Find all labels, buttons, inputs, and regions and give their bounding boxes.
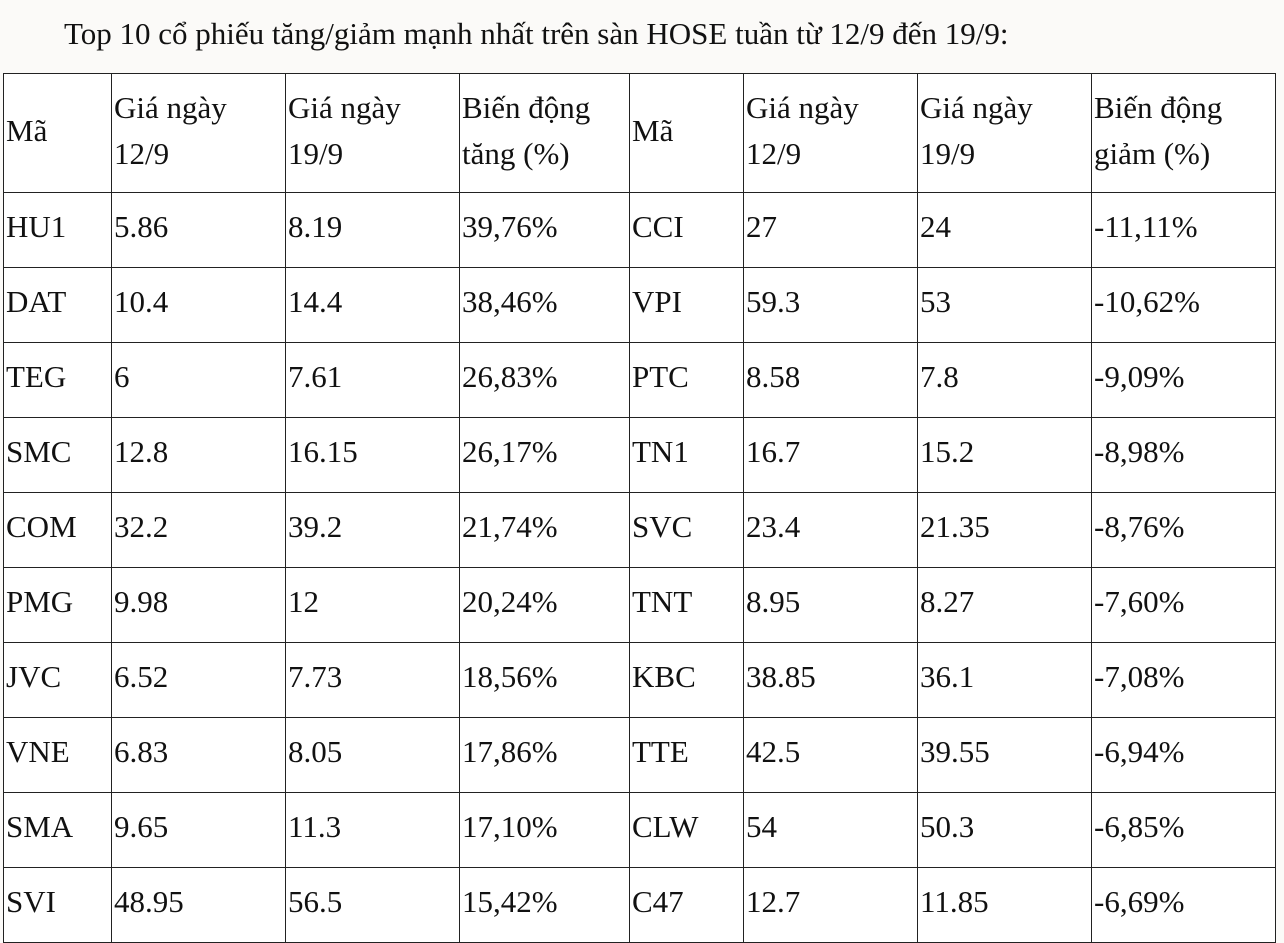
table-cell: 48.95 [112,868,286,943]
table-cell: 9.98 [112,568,286,643]
table-cell: 6.52 [112,643,286,718]
table-cell: 6 [112,343,286,418]
table-cell: 23.4 [744,493,918,568]
table-cell: 59.3 [744,268,918,343]
table-cell: 15,42% [460,868,630,943]
table-cell: 14.4 [286,268,460,343]
header-ma-up-label: Mã [6,113,48,148]
table-cell: 26,17% [460,418,630,493]
header-change-up [460,74,630,193]
header-price-19-9-down [918,74,1092,193]
table-cell: SVC [630,493,744,568]
table-cell: 32.2 [112,493,286,568]
table-cell: TN1 [630,418,744,493]
table-cell: 8.19 [286,193,460,268]
table-cell: CLW [630,793,744,868]
table-cell: 16.15 [286,418,460,493]
table-cell: 12 [286,568,460,643]
table-cell: 26,83% [460,343,630,418]
header-price-12-9-up [112,74,286,193]
table-cell: 16.7 [744,418,918,493]
table-cell: TNT [630,568,744,643]
table-cell: 12.7 [744,868,918,943]
table-cell: PTC [630,343,744,418]
header-change-up-label: Biến động tăng (%) [462,90,591,171]
table-row [4,493,1276,568]
table-cell: 27 [744,193,918,268]
table-row [4,193,1276,268]
table-cell: 50.3 [918,793,1092,868]
table-cell: -10,62% [1092,268,1276,343]
table-cell: 8.05 [286,718,460,793]
page-title: Top 10 cổ phiếu tăng/giảm mạnh nhất trên sàn HOSE tuần từ 12/9 đến 19/9: [64,16,1009,51]
table-cell: 21.35 [918,493,1092,568]
table-cell: DAT [4,268,112,343]
table-cell: -7,60% [1092,568,1276,643]
stock-table [3,73,1276,943]
header-ma-down [630,74,744,193]
header-price-12-9-down [744,74,918,193]
table-cell: SVI [4,868,112,943]
table-cell: -8,76% [1092,493,1276,568]
table-cell: 11.85 [918,868,1092,943]
table-cell: 10.4 [112,268,286,343]
header-price-12-9-down-label: Giá ngày 12/9 [746,90,859,171]
table-cell: 17,86% [460,718,630,793]
table-cell: 6.83 [112,718,286,793]
table-cell: 7.8 [918,343,1092,418]
table-row [4,643,1276,718]
table-cell: 7.73 [286,643,460,718]
table-cell: 17,10% [460,793,630,868]
table-cell: 38.85 [744,643,918,718]
header-ma-up [4,74,112,193]
table-cell: 11.3 [286,793,460,868]
header-price-19-9-up [286,74,460,193]
table-row [4,268,1276,343]
table-cell: 8.95 [744,568,918,643]
table-cell: 8.58 [744,343,918,418]
table-cell: VPI [630,268,744,343]
table-cell: -8,98% [1092,418,1276,493]
table-cell: 53 [918,268,1092,343]
table-cell: TEG [4,343,112,418]
table-cell: 39,76% [460,193,630,268]
table-cell: COM [4,493,112,568]
table-cell: C47 [630,868,744,943]
table-cell: 18,56% [460,643,630,718]
table-cell: CCI [630,193,744,268]
table-cell: 20,24% [460,568,630,643]
table-cell: 36.1 [918,643,1092,718]
table-cell: 7.61 [286,343,460,418]
table-row [4,418,1276,493]
table-cell: 5.86 [112,193,286,268]
header-price-19-9-up-label: Giá ngày 19/9 [288,90,401,171]
table-cell: 42.5 [744,718,918,793]
table-cell: HU1 [4,193,112,268]
header-change-down [1092,74,1276,193]
table-cell: -11,11% [1092,193,1276,268]
table-cell: 21,74% [460,493,630,568]
table-cell: -6,85% [1092,793,1276,868]
header-price-19-9-down-label: Giá ngày 19/9 [920,90,1033,171]
table-row [4,868,1276,943]
table-cell: 54 [744,793,918,868]
table-row [4,793,1276,868]
table-cell: 9.65 [112,793,286,868]
header-change-down-label: Biến động giảm (%) [1094,90,1223,171]
table-cell: SMC [4,418,112,493]
table-cell: KBC [630,643,744,718]
table-cell: JVC [4,643,112,718]
table-cell: PMG [4,568,112,643]
table-cell: 38,46% [460,268,630,343]
table-row [4,718,1276,793]
header-price-12-9-up-label: Giá ngày 12/9 [114,90,227,171]
table-cell: -6,69% [1092,868,1276,943]
table-cell: 12.8 [112,418,286,493]
table-row [4,568,1276,643]
table-cell: 39.2 [286,493,460,568]
table-header-row [4,74,1276,193]
table-cell: 8.27 [918,568,1092,643]
table-cell: 15.2 [918,418,1092,493]
table-cell: -6,94% [1092,718,1276,793]
table-cell: 24 [918,193,1092,268]
table-cell: -9,09% [1092,343,1276,418]
table-cell: VNE [4,718,112,793]
table-cell: -7,08% [1092,643,1276,718]
table-cell: 39.55 [918,718,1092,793]
table-row [4,343,1276,418]
header-ma-down-label: Mã [632,113,674,148]
table-cell: 56.5 [286,868,460,943]
table-cell: SMA [4,793,112,868]
table-cell: TTE [630,718,744,793]
